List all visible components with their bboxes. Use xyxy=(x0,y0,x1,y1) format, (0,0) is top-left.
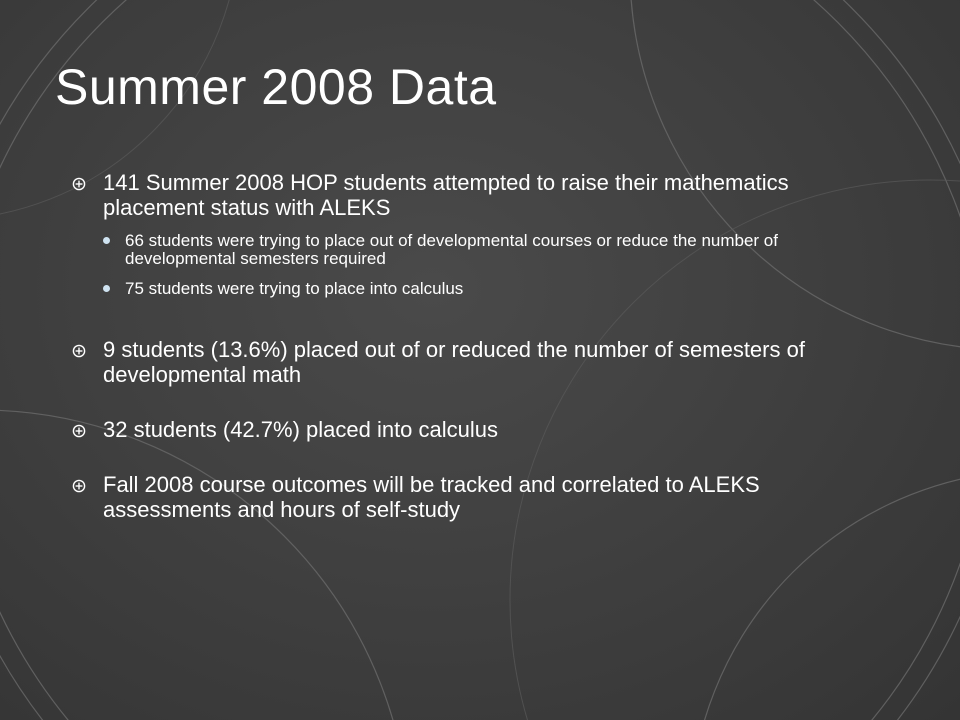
bullet-item-4 xyxy=(72,472,832,522)
dot-icon xyxy=(103,237,110,244)
circled-plus-icon xyxy=(72,177,86,191)
circled-plus-icon xyxy=(72,424,86,438)
bullet-text: Fall 2008 course outcomes will be tracked and correlated to ALEKS assessments and hours of self-study xyxy=(103,472,760,522)
bullet-item-3 xyxy=(72,417,832,442)
circled-plus-icon xyxy=(72,344,86,358)
bullet-text: 141 Summer 2008 HOP students attempted to raise their mathematics placement status with ALEKS xyxy=(103,170,789,220)
circled-plus-icon xyxy=(72,479,86,493)
bullet-text: 9 students (13.6%) placed out of or reduced the number of semesters of developmental math xyxy=(103,337,805,387)
sub-bullet-item-2 xyxy=(103,280,832,298)
dot-icon xyxy=(103,285,110,292)
slide-title: Summer 2008 Data xyxy=(55,59,497,115)
bullet-item-1 xyxy=(72,170,832,220)
sub-bullet-text: 66 students were trying to place out of developmental courses or reduce the number of developmental semesters required xyxy=(125,231,778,268)
bullet-text: 32 students (42.7%) placed into calculus xyxy=(103,417,499,442)
bullet-item-2 xyxy=(72,337,832,387)
sub-bullet-list xyxy=(72,232,832,298)
sub-bullet-text: 75 students were trying to place into calculus xyxy=(125,279,464,298)
sub-bullet-item-1 xyxy=(103,232,832,268)
bullet-list xyxy=(72,170,832,522)
